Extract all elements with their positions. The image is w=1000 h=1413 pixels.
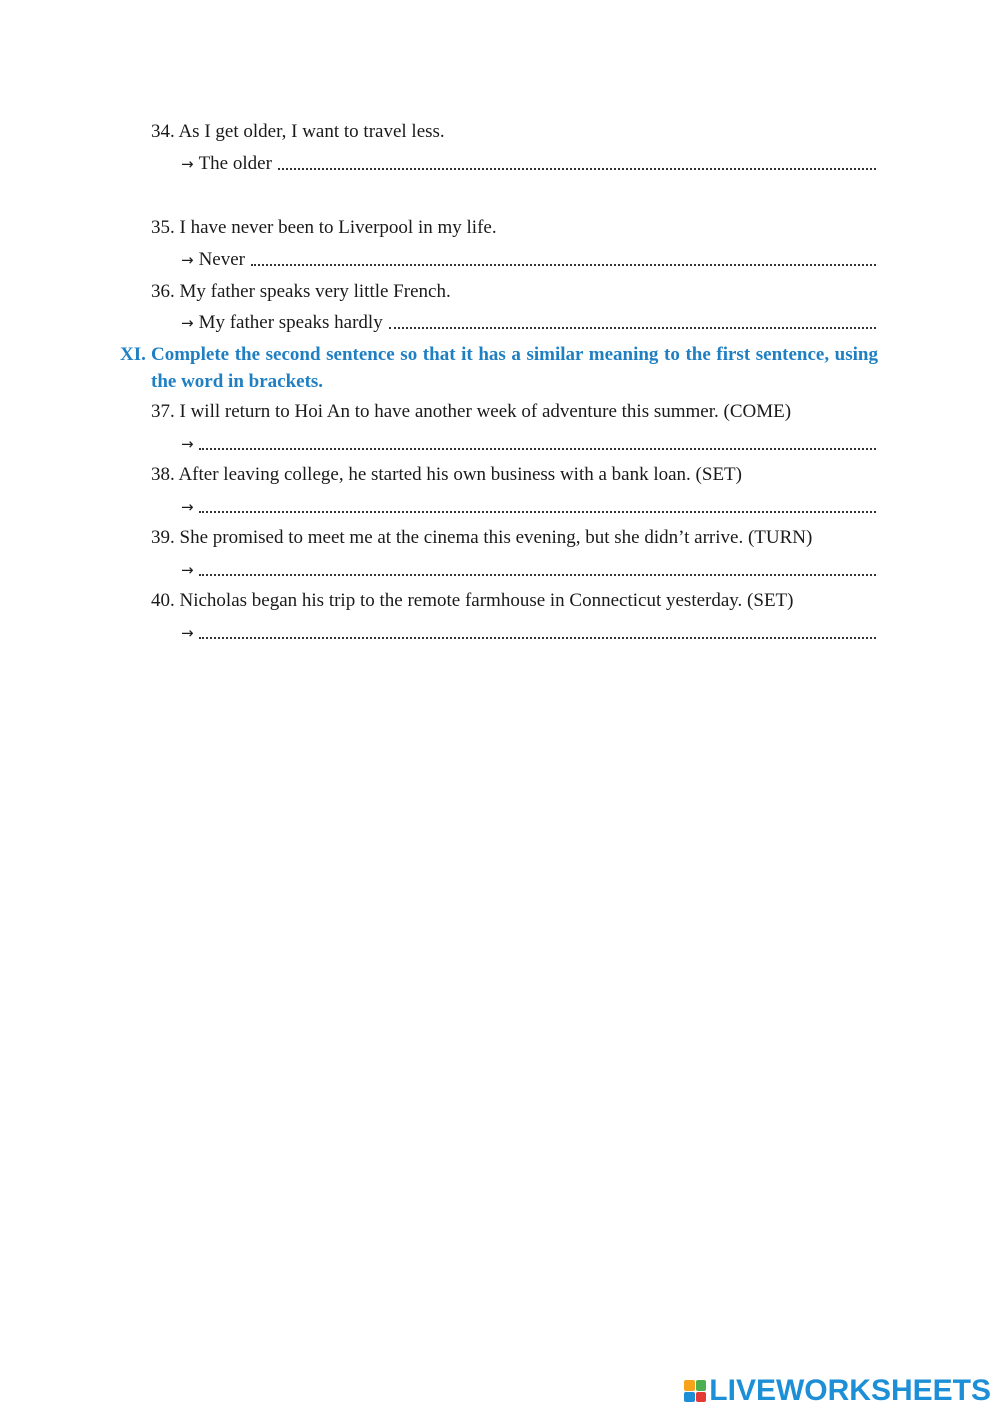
arrow-icon: → xyxy=(181,155,194,173)
arrow-icon: → xyxy=(181,314,194,332)
logo-square-3 xyxy=(684,1392,695,1403)
logo-square-1 xyxy=(684,1380,695,1391)
section-number: XI. xyxy=(120,344,146,365)
liveworksheets-logo xyxy=(684,1374,991,1408)
question-text: Nicholas began his trip to the remote farmhouse in Connecticut yesterday. (SET) xyxy=(179,590,794,611)
arrow-icon: → xyxy=(181,624,194,642)
question-text: As I get older, I want to travel less. xyxy=(178,121,445,142)
arrow-icon: → xyxy=(181,251,194,269)
answer-blank[interactable] xyxy=(389,327,876,329)
section-instruction: Complete the second sentence so that it has a similar meaning to the first sentence, using the word in brackets. xyxy=(151,344,878,392)
answer-prefix: The older xyxy=(198,153,272,174)
answer-blank[interactable] xyxy=(199,511,876,513)
answer-blank[interactable] xyxy=(278,168,876,170)
answer-line-38[interactable] xyxy=(181,495,876,519)
logo-square-2 xyxy=(696,1380,707,1391)
answer-line-35[interactable] xyxy=(181,248,876,272)
answer-line-37[interactable] xyxy=(181,432,876,456)
arrow-icon: → xyxy=(181,498,194,516)
question-number: 35. xyxy=(151,217,175,238)
logo-square-4 xyxy=(696,1392,707,1403)
answer-blank[interactable] xyxy=(199,448,876,450)
answer-prefix: Never xyxy=(198,249,245,270)
brand-name: LIVEWORKSHEETS xyxy=(709,1374,991,1407)
question-text: She promised to meet me at the cinema this evening, but she didn’t arrive. (TURN) xyxy=(179,527,813,548)
question-38 xyxy=(151,463,742,487)
question-34 xyxy=(151,120,445,144)
answer-blank[interactable] xyxy=(199,637,876,639)
answer-line-34[interactable] xyxy=(181,152,876,176)
question-37 xyxy=(151,400,791,424)
question-text: After leaving college, he started his own business with a bank loan. (SET) xyxy=(178,464,742,485)
answer-line-39[interactable] xyxy=(181,558,876,582)
logo-icon xyxy=(684,1380,706,1402)
question-40 xyxy=(151,589,793,613)
question-36 xyxy=(151,280,451,304)
answer-line-36[interactable] xyxy=(181,311,876,335)
answer-line-40[interactable] xyxy=(181,621,876,645)
arrow-icon: → xyxy=(181,561,194,579)
question-35 xyxy=(151,216,497,240)
answer-prefix: My father speaks hardly xyxy=(198,312,383,333)
question-text: I have never been to Liverpool in my life. xyxy=(179,217,497,238)
question-number: 38. xyxy=(151,464,175,485)
question-text: I will return to Hoi An to have another week of adventure this summer. (COME) xyxy=(179,401,792,422)
arrow-icon: → xyxy=(181,435,194,453)
answer-blank[interactable] xyxy=(199,574,876,576)
question-text: My father speaks very little French. xyxy=(179,281,451,302)
question-number: 40. xyxy=(151,590,175,611)
question-number: 39. xyxy=(151,527,175,548)
question-number: 36. xyxy=(151,281,175,302)
question-39 xyxy=(151,526,812,550)
answer-blank[interactable] xyxy=(251,264,876,266)
question-number: 34. xyxy=(151,121,175,142)
question-number: 37. xyxy=(151,401,175,422)
